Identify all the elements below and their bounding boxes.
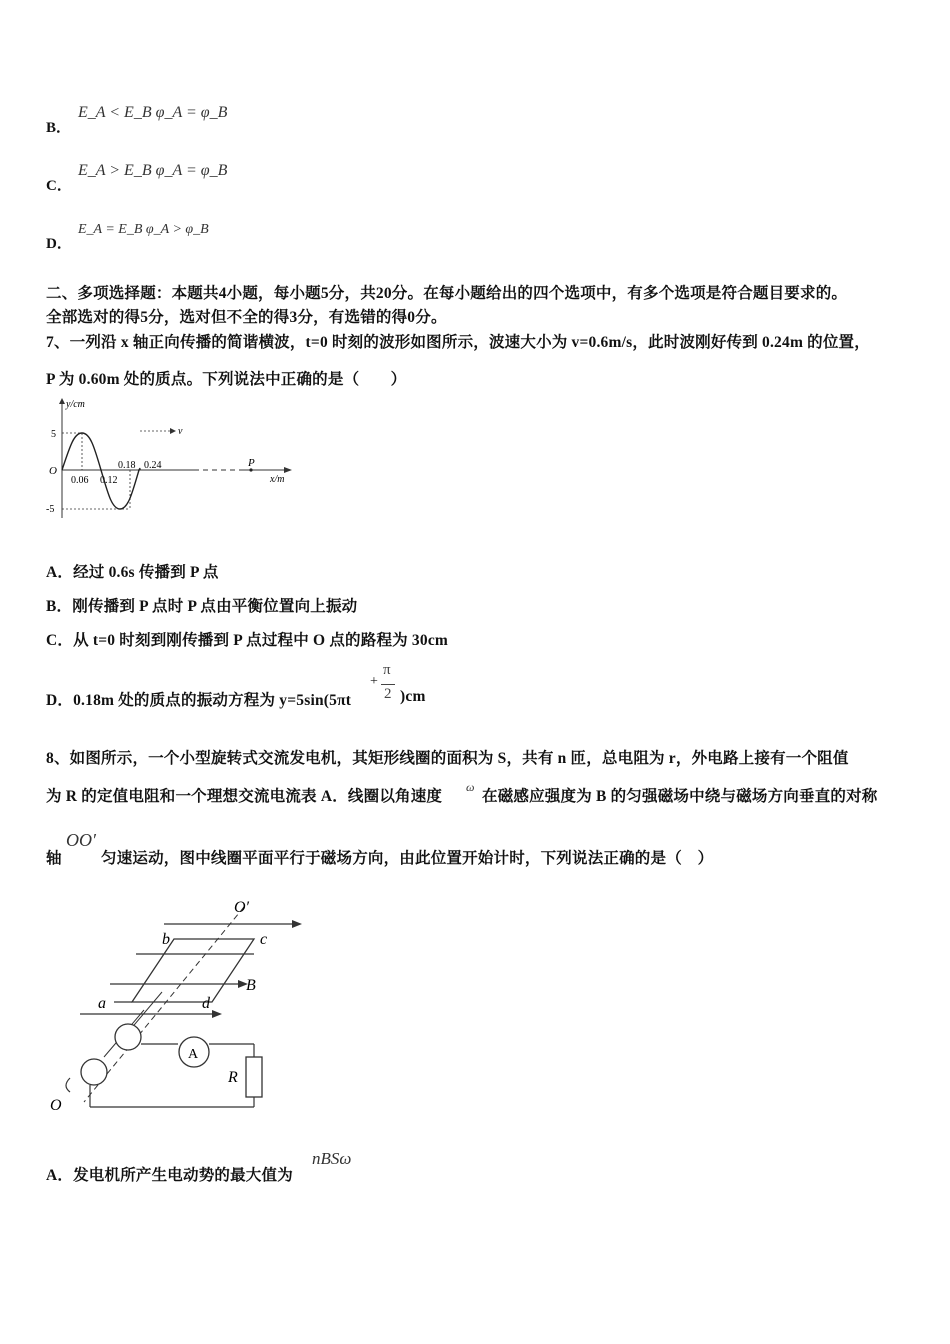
- q7-y-tick-neg5: -5: [46, 504, 55, 515]
- q8-field-arrow-4: [212, 1010, 222, 1018]
- q8-label-c: c: [260, 931, 268, 948]
- section2-heading-line2: 全部选对的得5分，选对但不全的得3分，有选错的得0分。: [46, 309, 447, 326]
- q6-option-d-math: E_A = E_B φ_A > φ_B: [78, 222, 209, 237]
- q8-coil: [132, 939, 254, 1002]
- q6-option-d: [46, 218, 446, 252]
- q7-option-d-tail: )cm: [400, 688, 426, 705]
- q8-field-arrow-1: [292, 920, 302, 928]
- q8-resistor: [246, 1057, 262, 1097]
- q8-rotation-arrow: [66, 1078, 70, 1092]
- section2-heading-line1: 二、多项选择题：本题共4小题，每小题5分，共20分。在每小题给出的四个选项中，有多个选项是符合题目要求的。: [46, 285, 848, 302]
- q6-option-c-label: C．: [46, 178, 72, 194]
- q7-option-c: C．从 t=0 时刻到刚传播到 P 点过程中 O 点的路程为 30cm: [46, 632, 449, 649]
- q8-stem-line2-b: 在磁感应强度为 B 的匀强磁场中绕与磁场方向垂直的对称: [482, 788, 878, 805]
- q8-label-a: a: [98, 995, 106, 1012]
- q8-stem-line1: 8、如图所示，一个小型旋转式交流发电机，其矩形线圈的面积为 S，共有 n 匝，总电阻为 r，外电路上接有一个阻值: [46, 750, 849, 767]
- q8-generator-figure: [44, 892, 314, 1122]
- q8-label-b: b: [162, 931, 170, 948]
- q7-origin-label: O: [49, 465, 57, 477]
- q8-resistor-label: R: [228, 1069, 238, 1086]
- q8-slip-ring-upper: [115, 1024, 141, 1050]
- q7-x-axis-arrow: [284, 467, 292, 473]
- q7-option-d: D．0.18m 处的质点的振动方程为 y=5sin(5πt: [46, 692, 352, 709]
- q7-option-d-frac-den: 2: [384, 686, 392, 702]
- q7-y-axis-arrow: [59, 398, 65, 404]
- q7-point-p-label: P: [248, 457, 255, 469]
- q8-omega: ω: [466, 780, 475, 794]
- q7-x-tick-018: 0.18: [118, 460, 136, 471]
- q7-x-tick-024: 0.24: [144, 460, 162, 471]
- q7-x-tick-006: 0.06: [71, 475, 89, 486]
- q8-label-d: d: [202, 995, 210, 1012]
- q7-stem-line2: P 为 0.60m 处的质点。下列说法中正确的是（ ）: [46, 371, 407, 388]
- q6-option-c: [46, 160, 446, 194]
- q8-axis-oo: OO′: [66, 830, 96, 850]
- q7-stem-line1: 7、一列沿 x 轴正向传播的简谐横波，t=0 时刻的波形如图所示，波速大小为 v=0.6m/s，此时波刚好传到 0.24m 的位置，: [46, 334, 870, 351]
- q7-y-axis-label: y/cm: [66, 399, 85, 410]
- q6-option-b-label: B．: [46, 120, 72, 136]
- q8-slip-ring-lower: [81, 1059, 107, 1085]
- q7-option-a: A．经过 0.6s 传播到 P 点: [46, 564, 219, 581]
- q8-stem-line3-a: 轴: [46, 850, 62, 867]
- q7-y-tick-5: 5: [51, 429, 56, 440]
- q8-label-o: O: [50, 1097, 62, 1114]
- q7-wave-figure: [44, 396, 304, 526]
- q7-velocity-arrowhead: [170, 428, 176, 434]
- q8-stem-line3-b: 匀速运动，图中线圈平面平行于磁场方向，由此位置开始计时，下列说法正确的是（ ）: [101, 850, 714, 867]
- q7-velocity-label: v: [178, 426, 183, 437]
- q8-ammeter-label: A: [188, 1047, 199, 1062]
- q6-option-d-label: D．: [46, 236, 72, 252]
- q6-option-b: [46, 102, 446, 136]
- q8-label-b-field: B: [246, 977, 256, 994]
- q7-option-b: B．刚传播到 P 点时 P 点由平衡位置向上振动: [46, 598, 358, 615]
- q8-option-a: A．发电机所产生电动势的最大值为: [46, 1167, 293, 1184]
- q7-option-d-plus: +: [370, 674, 378, 689]
- q6-option-c-math: E_A > E_B φ_A = φ_B: [78, 162, 228, 179]
- q8-option-a-math: nBSω: [312, 1149, 352, 1168]
- q7-x-tick-012: 0.12: [100, 475, 118, 486]
- q7-option-d-frac-num: π: [383, 662, 391, 678]
- q8-stem-line2-a: 为 R 的定值电阻和一个理想交流电流表 A．线圈以角速度: [46, 788, 443, 805]
- q7-x-axis-label: x/m: [270, 474, 285, 485]
- q8-label-o-prime: O′: [234, 899, 250, 916]
- q7-option-d-frac-bar: [381, 684, 395, 685]
- q7-wave-curve: [62, 433, 140, 509]
- q6-option-b-math: E_A < E_B φ_A = φ_B: [78, 104, 228, 121]
